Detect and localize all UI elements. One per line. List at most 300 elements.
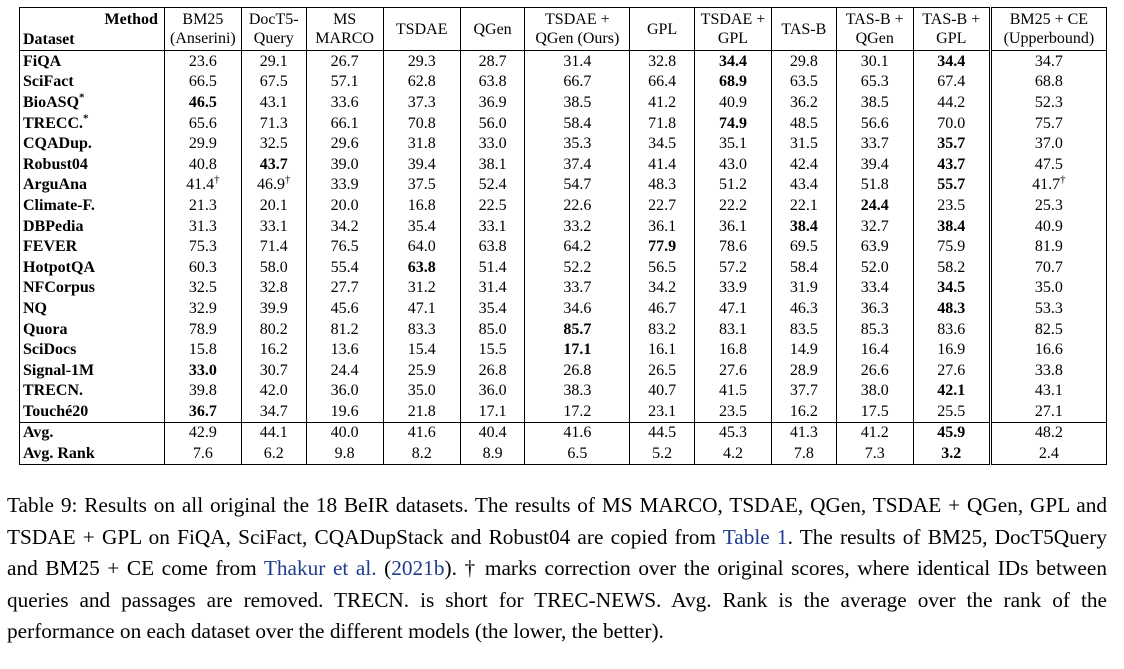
score-value: 85.0 [478,320,507,338]
score-cell [836,195,913,216]
score-cell [164,72,241,93]
score-cell [836,381,913,402]
score-value: 16.4 [860,341,889,359]
score-cell [771,257,836,278]
score-cell [913,381,990,402]
score-value: 43.0 [718,155,747,173]
score-cell [383,113,460,134]
score-cell [164,360,241,381]
score-value: 85.3 [860,320,889,338]
score-value: 39.0 [330,155,359,173]
score-cell [525,236,630,257]
score-value: 41.6 [407,424,436,442]
score-value: 2.4 [1038,445,1059,463]
score-value: 58.0 [259,258,288,276]
score-cell [771,154,836,175]
score-value: 24.4 [330,361,359,379]
dataset-name: NQ [23,299,47,317]
score-value: 63.8 [407,258,436,276]
score-value: 21.3 [188,196,217,214]
score-value: 30.1 [860,52,889,70]
score-value: 83.2 [648,320,677,338]
dataset-name: Signal-1M [23,361,95,379]
score-value: 37.3 [407,93,436,111]
score-cell [990,175,1106,196]
score-value: 57.1 [330,73,359,91]
score-value: 31.4 [563,52,592,70]
score-cell [694,360,771,381]
score-cell [771,298,836,319]
score-cell [836,51,913,72]
score-cell [630,381,695,402]
dataset-name: TRECC. [23,114,84,132]
score-value: 41.2 [648,93,677,111]
score-value: 42.9 [188,424,217,442]
table-row [20,51,1107,72]
table-row [20,319,1107,340]
score-cell [771,360,836,381]
score-cell [913,195,990,216]
results-table [19,7,1107,465]
score-value: 35.4 [407,217,436,235]
score-cell [525,92,630,113]
score-value: 78.6 [718,238,747,256]
score-cell [771,236,836,257]
score-value: 41.6 [563,424,592,442]
score-value: 38.4 [789,217,818,235]
dagger-mark: † [285,174,291,187]
score-cell [241,216,306,237]
score-cell [694,422,771,443]
score-cell [913,51,990,72]
score-cell [913,175,990,196]
score-cell [241,257,306,278]
score-value: 67.4 [937,73,966,91]
score-cell [306,92,383,113]
score-cell [694,236,771,257]
score-value: 41.7 [1032,176,1061,194]
score-value: 26.8 [563,361,592,379]
score-cell [306,216,383,237]
score-value: 32.5 [188,279,217,297]
score-cell [771,339,836,360]
score-value: 34.6 [563,299,592,317]
score-cell [525,298,630,319]
score-cell [836,360,913,381]
score-value: 52.0 [860,258,889,276]
score-cell [990,113,1106,134]
score-cell [383,278,460,299]
score-value: 63.9 [860,238,889,256]
score-cell [836,443,913,464]
score-value: 38.5 [563,93,592,111]
score-cell [164,92,241,113]
score-value: 19.6 [330,402,359,420]
score-cell [990,401,1106,422]
score-cell [306,401,383,422]
score-value: 58.4 [789,258,818,276]
score-value: 15.5 [478,341,507,359]
score-value: 82.5 [1034,320,1063,338]
score-value: 77.9 [648,238,677,256]
score-cell [836,92,913,113]
citation-author-link[interactable]: Thakur et al. [263,556,377,580]
score-value: 40.7 [648,382,677,400]
score-value: 16.9 [937,341,966,359]
score-cell [913,92,990,113]
score-cell [630,175,695,196]
table-row [20,381,1107,402]
score-value: 6.2 [263,445,284,463]
score-value: 26.7 [330,52,359,70]
score-value: 33.7 [563,279,592,297]
score-cell [913,298,990,319]
dataset-name: DBPedia [23,217,84,235]
dataset-name: Touché20 [23,402,89,420]
score-cell [694,298,771,319]
score-cell [771,92,836,113]
score-value: 39.4 [407,155,436,173]
score-cell [383,216,460,237]
score-cell [836,154,913,175]
score-cell [525,443,630,464]
score-cell [241,154,306,175]
score-cell [241,381,306,402]
score-value: 6.5 [567,445,588,463]
score-value: 36.9 [478,93,507,111]
score-cell [771,133,836,154]
score-value: 4.2 [722,445,743,463]
score-cell [306,298,383,319]
score-value: 31.5 [789,135,818,153]
score-cell [306,381,383,402]
score-cell [630,319,695,340]
score-cell [241,278,306,299]
score-cell [630,401,695,422]
score-cell [694,175,771,196]
score-value: 41.4 [186,176,215,194]
dataset-name: Avg. Rank [23,445,95,463]
score-cell [990,154,1106,175]
score-value: 53.3 [1034,299,1063,317]
score-value: 83.1 [718,320,747,338]
score-cell [694,339,771,360]
score-value: 7.6 [192,445,213,463]
score-cell [383,298,460,319]
score-value: 22.2 [718,196,747,214]
score-value: 21.8 [407,402,436,420]
table-row [20,360,1107,381]
score-value: 31.9 [789,279,818,297]
score-cell [164,319,241,340]
score-cell [460,175,525,196]
score-cell [990,422,1106,443]
score-cell [990,72,1106,93]
score-value: 33.9 [718,279,747,297]
score-cell [460,319,525,340]
score-value: 66.7 [563,73,592,91]
dataset-name-cell [20,92,165,113]
score-cell [164,113,241,134]
table-row [20,278,1107,299]
column-header-line-1: DocT5- [248,11,299,28]
summary-row [20,422,1107,443]
score-value: 35.4 [478,299,507,317]
score-cell [241,443,306,464]
score-cell [836,175,913,196]
score-cell [306,113,383,134]
score-value: 42.1 [937,382,966,400]
score-value: 81.2 [330,320,359,338]
score-cell [241,360,306,381]
score-value: 64.0 [407,238,436,256]
score-cell [771,195,836,216]
score-value: 37.0 [1034,135,1063,153]
score-cell [383,339,460,360]
score-cell [990,339,1106,360]
score-value: 56.5 [648,258,677,276]
score-value: 38.0 [860,382,889,400]
score-cell [383,319,460,340]
score-value: 68.9 [718,73,747,91]
score-value: 38.5 [860,93,889,111]
score-cell [164,195,241,216]
score-cell [630,154,695,175]
caption-text-3: ( [376,556,392,580]
score-value: 65.3 [860,73,889,91]
score-cell [306,195,383,216]
dataset-name-cell [20,195,165,216]
score-cell [383,360,460,381]
score-cell [164,381,241,402]
score-cell [913,422,990,443]
score-cell [525,51,630,72]
score-value: 40.9 [718,93,747,111]
score-value: 23.5 [937,196,966,214]
header-row [20,8,1107,51]
score-cell [241,339,306,360]
dataset-name: Quora [23,320,68,338]
score-value: 64.2 [563,238,592,256]
score-cell [990,133,1106,154]
score-value: 17.1 [478,402,507,420]
dataset-name-cell [20,422,165,443]
score-value: 16.6 [1034,341,1063,359]
score-cell [306,278,383,299]
column-header [694,8,771,51]
dataset-name-cell [20,443,165,464]
score-cell [525,154,630,175]
score-cell [913,257,990,278]
column-header-line-1: BM25 [182,11,224,28]
score-value: 27.7 [330,279,359,297]
score-cell [630,422,695,443]
column-header-line-2: MARCO [315,30,374,47]
dataset-name: SciDocs [23,341,77,359]
score-cell [460,360,525,381]
score-value: 43.7 [937,155,966,173]
score-cell [460,113,525,134]
score-cell [694,51,771,72]
score-value: 41.3 [789,424,818,442]
score-cell [525,319,630,340]
score-value: 33.0 [478,135,507,153]
score-value: 63.5 [789,73,818,91]
score-value: 66.5 [188,73,217,91]
score-value: 40.0 [330,424,359,442]
score-value: 30.7 [259,361,288,379]
table-row [20,154,1107,175]
score-value: 83.3 [407,320,436,338]
score-cell [630,298,695,319]
score-cell [164,443,241,464]
score-cell [525,381,630,402]
score-cell [836,339,913,360]
column-header-line-1: TAS-B + [845,11,904,28]
score-cell [460,195,525,216]
score-value: 45.6 [330,299,359,317]
dataset-name-cell [20,216,165,237]
table-row [20,133,1107,154]
table-row [20,339,1107,360]
column-header-line-2: Query [253,30,294,47]
score-value: 68.8 [1034,73,1063,91]
score-value: 34.4 [718,52,747,70]
score-value: 26.5 [648,361,677,379]
score-value: 24.4 [860,196,889,214]
score-value: 63.8 [478,238,507,256]
score-cell [836,236,913,257]
score-cell [990,319,1106,340]
table-caption [7,490,1107,648]
score-value: 37.7 [789,382,818,400]
score-cell [990,195,1106,216]
dataset-name-cell [20,51,165,72]
summary-row [20,443,1107,464]
dataset-name: Avg. [23,424,54,442]
score-cell [164,133,241,154]
dataset-name: Robust04 [23,155,88,173]
score-value: 44.5 [648,424,677,442]
score-value: 22.7 [648,196,677,214]
score-value: 33.1 [478,217,507,235]
caption-text-1: Table 9: Results on all original the 18 BeIR datasets. The results of MS MARCO, TSDAE, QGen, TSDAE + QGen, GPL and TSDAE + GPL on FiQA, SciFact, CQADupStack and Robust04 are copied from [7,493,1107,549]
score-value: 14.9 [789,341,818,359]
score-value: 66.1 [330,114,359,132]
score-cell [460,236,525,257]
score-value: 76.5 [330,238,359,256]
table-1-link[interactable]: Table 1 [722,524,788,549]
dataset-name-cell [20,360,165,381]
score-value: 27.6 [937,361,966,379]
score-cell [383,257,460,278]
table-row [20,175,1107,196]
score-cell [630,443,695,464]
score-cell [241,51,306,72]
score-cell [836,298,913,319]
table-row [20,216,1107,237]
score-value: 51.4 [478,258,507,276]
score-value: 3.2 [941,445,962,463]
score-value: 71.4 [259,238,288,256]
column-header [525,8,630,51]
score-cell [525,339,630,360]
score-value: 39.9 [259,299,288,317]
score-cell [383,381,460,402]
score-value: 34.2 [648,279,677,297]
score-cell [630,72,695,93]
score-value: 46.7 [648,299,677,317]
score-value: 58.4 [563,114,592,132]
score-value: 36.3 [860,299,889,317]
score-cell [694,216,771,237]
score-cell [771,72,836,93]
score-cell [460,422,525,443]
score-cell [164,51,241,72]
score-cell [630,339,695,360]
score-cell [694,92,771,113]
score-cell [306,443,383,464]
table-row [20,298,1107,319]
score-value: 40.4 [478,424,507,442]
score-value: 66.4 [648,73,677,91]
score-value: 16.2 [259,341,288,359]
table-row [20,92,1107,113]
caption-text-2: . The results of BM25, DocT5Query and BM25 + CE come from [7,524,1108,580]
table-row [20,401,1107,422]
score-value: 13.6 [330,341,359,359]
score-value: 47.5 [1034,155,1063,173]
table-row [20,257,1107,278]
citation-year-link[interactable]: 2021b [391,556,445,580]
column-header-line-2: GPL [936,30,967,47]
dataset-name-cell [20,278,165,299]
column-header [990,8,1106,51]
score-cell [460,133,525,154]
score-value: 58.2 [937,258,966,276]
score-value: 22.1 [789,196,818,214]
score-cell [525,360,630,381]
score-cell [460,298,525,319]
score-value: 23.6 [188,52,217,70]
score-value: 29.6 [330,135,359,153]
score-cell [694,113,771,134]
score-cell [913,339,990,360]
score-value: 29.1 [259,52,288,70]
dataset-name: NFCorpus [23,279,96,297]
score-value: 70.8 [407,114,436,132]
score-cell [771,51,836,72]
score-value: 70.7 [1034,258,1063,276]
score-cell [164,154,241,175]
score-value: 33.9 [330,176,359,194]
score-value: 34.5 [648,135,677,153]
score-value: 67.5 [259,73,288,91]
score-value: 54.7 [563,176,592,194]
score-cell [913,278,990,299]
column-header-line-1: TSDAE + [545,11,610,28]
score-value: 41.4 [648,155,677,173]
dataset-name-cell [20,72,165,93]
score-value: 35.0 [407,382,436,400]
score-cell [306,236,383,257]
score-cell [525,175,630,196]
column-header [460,8,525,51]
score-cell [836,216,913,237]
score-value: 80.2 [259,320,288,338]
score-cell [383,154,460,175]
score-value: 52.2 [563,258,592,276]
